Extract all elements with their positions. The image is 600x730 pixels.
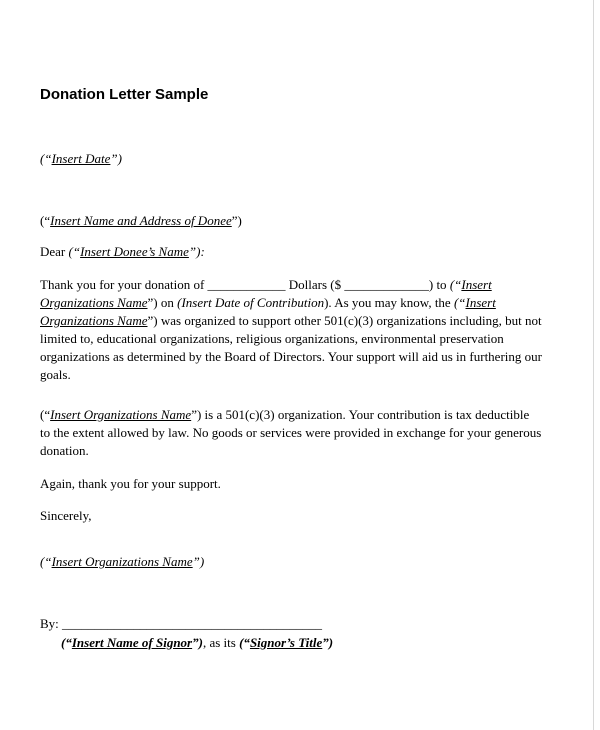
p1-l2-placeholder: Organizations Name	[40, 295, 148, 310]
paragraph-donation	[40, 276, 570, 384]
closing-line: Sincerely,	[40, 508, 92, 523]
p1-l1-placeholder: Insert	[461, 277, 492, 292]
signor-title-open: (“	[239, 635, 250, 650]
signor-line	[61, 634, 333, 652]
paragraph-tax	[40, 406, 570, 460]
donee-line	[40, 212, 242, 230]
paragraph-line: donation.	[40, 443, 89, 458]
salutation-placeholder: Insert Donee’s Name	[80, 244, 189, 259]
paragraph-line	[40, 406, 570, 424]
date-open: (“	[40, 151, 52, 166]
salutation	[40, 243, 205, 261]
signor-title-close: ”)	[322, 635, 334, 650]
p1-l1-text: Thank you for your donation of ____________ Dollars ($ _____________) to	[40, 277, 450, 292]
paragraph-line: goals.	[40, 367, 71, 382]
p1-l2-open: (“	[453, 295, 466, 310]
org-open: (“	[40, 554, 52, 569]
thanks-line: Again, thank you for your support.	[40, 476, 221, 491]
signor-title-placeholder: Signor’s Title	[249, 635, 323, 650]
salutation-prefix: Dear	[40, 244, 69, 259]
org-placeholder: Insert Organizations Name	[51, 554, 193, 569]
by-signature-line: By: ________________________________________	[40, 616, 323, 631]
p1-l2-placeholder2: Insert	[465, 295, 496, 310]
salutation-open: (“	[68, 244, 81, 259]
signor-open: (“	[61, 635, 72, 650]
organization-signature	[40, 553, 204, 571]
signor-name-placeholder: Insert Name of Signor	[71, 635, 193, 650]
salutation-close: ”):	[188, 244, 205, 259]
p1-l3-placeholder: Organizations Name	[40, 313, 148, 328]
paragraph-line: organizations as determined by the Board of Directors. Your support will aid us in furthering our	[40, 349, 542, 364]
donee-close: ”)	[231, 213, 242, 228]
signor-close: ”)	[192, 635, 203, 650]
p2-l1-open: (“	[40, 407, 51, 422]
date-line	[40, 150, 122, 168]
paragraph-line	[40, 276, 570, 294]
date-placeholder: Insert Date	[51, 151, 111, 166]
document-title: Donation Letter Sample	[40, 86, 209, 103]
donee-open: (“	[40, 213, 51, 228]
date-close: ”)	[110, 151, 122, 166]
paragraph-line: to the extent allowed by law. No goods or services were provided in exchange for your generous	[40, 425, 542, 440]
signor-as-its: , as its	[202, 635, 240, 650]
org-close: ”)	[192, 554, 205, 569]
p1-l3-rest: ”) was organized to support other 501(c)(3) organizations including, but not	[147, 313, 542, 328]
p1-l2-rest: ). As you may know, the	[324, 295, 454, 310]
paragraph-line	[40, 312, 570, 330]
donee-placeholder: Insert Name and Address of Donee	[50, 213, 232, 228]
p1-l1-open: (“	[449, 277, 462, 292]
paragraph-line	[40, 294, 570, 312]
paragraph-line: limited to, educational organizations, religious organizations, environmental preservation	[40, 331, 504, 346]
p2-l1-rest: ”) is a 501(c)(3) organization. Your contribution is tax deductible	[191, 407, 530, 422]
p1-l2-mid: ”) on	[147, 295, 178, 310]
p2-l1-placeholder: Insert Organizations Name	[50, 407, 192, 422]
p1-l2-date: (Insert Date of Contribution	[177, 295, 325, 310]
